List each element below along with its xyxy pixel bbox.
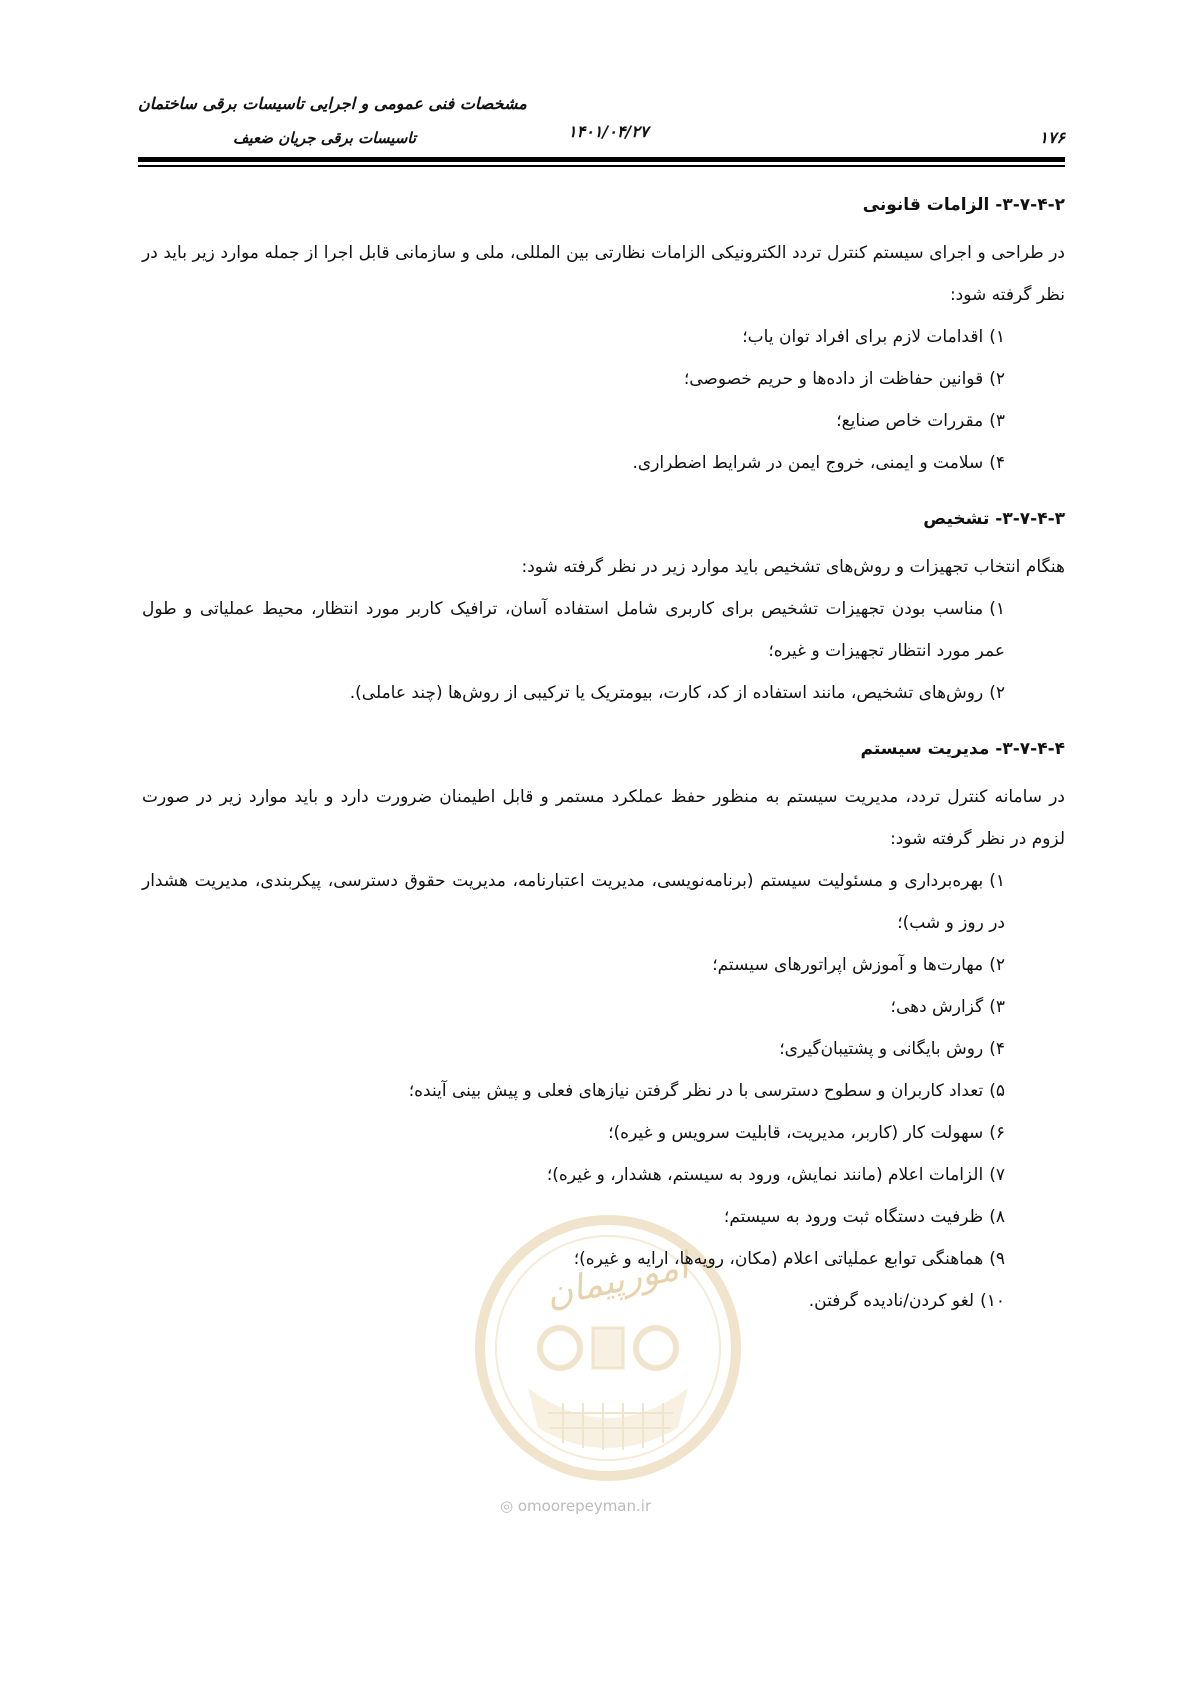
list-item-number: ۵) — [989, 1081, 1005, 1101]
page-content — [142, 190, 1065, 1342]
watermark-name: امورپیمان — [542, 1245, 693, 1316]
section-intro: در طراحی و اجرای سیستم کنترل تردد الکترونیکی الزامات نظارتی بین المللی، ملی و سازمانی قابل اجرا از جمله موارد زیر باید در نظر گرفته شود: — [142, 243, 1065, 305]
list-item-text: روش‌های تشخیص، مانند استفاده از کد، کارت، بیومتریک یا ترکیبی از روش‌ها (چند عاملی). — [349, 683, 984, 703]
list-item-text: ظرفیت دستگاه ثبت ورود به سیستم؛ — [723, 1207, 984, 1227]
section-legal-requirements — [142, 190, 1065, 484]
header-title: مشخصات فنی عمومی و اجرایی تاسیسات برقی ساختمان — [138, 94, 527, 113]
list-item-number: ۶) — [989, 1123, 1005, 1143]
header-subtitle: تاسیسات برقی جریان ضعیف — [233, 129, 417, 147]
list-item — [142, 986, 1005, 1028]
list-item-number: ۱) — [989, 327, 1005, 347]
list-item — [142, 1238, 1005, 1280]
list-item-number: ۸) — [989, 1207, 1005, 1227]
list-item-number: ۱) — [989, 871, 1005, 891]
list-item-text: هماهنگی توابع عملیاتی اعلام (مکان، رویه‌ها، ارایه و غیره)؛ — [573, 1249, 984, 1269]
list-item-number: ۲) — [989, 369, 1005, 389]
list-item-number: ۱) — [989, 599, 1005, 619]
list-item — [142, 316, 1005, 358]
header-date: ۱۴۰۱/۰۴/۲۷ — [568, 122, 649, 141]
list-item — [142, 400, 1005, 442]
section-intro: در سامانه کنترل تردد، مدیریت سیستم به منظور حفظ عملکرد مستمر و قابل اطیمنان ضرورت دارد و باید موارد زیر در صورت لزوم در نظر گرفته شود: — [142, 787, 1065, 849]
list-item-text: بهره‌برداری و مسئولیت سیستم (برنامه‌نویسی، مدیریت اعتبارنامه، مدیریت حقوق دسترسی، پیکربندی، مدیریت هشدار در روز و شب)؛ — [142, 871, 1005, 933]
globe-icon: ◎ — [500, 1497, 518, 1515]
list-item — [142, 588, 1005, 672]
list-item — [142, 1070, 1005, 1112]
watermark-url-text: omoorepeyman.ir — [517, 1497, 652, 1515]
list-item — [142, 1154, 1005, 1196]
list-item — [142, 1196, 1005, 1238]
header-rule-thick — [138, 157, 1065, 162]
section-heading: ۳-۷-۴-۴- مدیریت سیستم — [860, 739, 1065, 759]
list-item-text: الزامات اعلام (مانند نمایش، ورود به سیستم، هشدار، و غیره)؛ — [546, 1165, 984, 1185]
section-intro: هنگام انتخاب تجهیزات و روش‌های تشخیص باید موارد زیر در نظر گرفته شود: — [521, 557, 1065, 577]
list-item — [142, 672, 1005, 714]
section-heading: ۳-۷-۴-۳- تشخیص — [923, 509, 1065, 529]
list-item-number: ۱۰) — [980, 1291, 1005, 1311]
list-item-text: اقدامات لازم برای افراد توان یاب؛ — [742, 327, 984, 347]
list-item-text: تعداد کاربران و سطوح دسترسی با در نظر گرفتن نیازهای فعلی و پیش بینی آینده؛ — [408, 1081, 984, 1101]
list-item-number: ۳) — [989, 997, 1005, 1017]
list-item-text: روش بایگانی و پشتیبان‌گیری؛ — [779, 1039, 984, 1059]
list-item-text: لغو کردن/نادیده گرفتن. — [808, 1291, 975, 1311]
list-item-number: ۲) — [989, 683, 1005, 703]
section-heading: ۳-۷-۴-۲- الزامات قانونی — [862, 195, 1065, 215]
list-item — [142, 1028, 1005, 1070]
list-item-text: مقررات خاص صنایع؛ — [836, 411, 984, 431]
section-system-management — [142, 734, 1065, 1322]
list-item-number: ۹) — [989, 1249, 1005, 1269]
list-item-number: ۲) — [989, 955, 1005, 975]
list-item-number: ۷) — [989, 1165, 1005, 1185]
list-item-text: مهارت‌ها و آموزش اپراتورهای سیستم؛ — [712, 955, 984, 975]
list-item-text: قوانین حفاظت از داده‌ها و حریم خصوصی؛ — [683, 369, 984, 389]
list-item-number: ۴) — [989, 1039, 1005, 1059]
list-item — [142, 1112, 1005, 1154]
list-item — [142, 1280, 1005, 1322]
list-item-text: سهولت کار (کاربر، مدیریت، قابلیت سرویس و غیره)؛ — [608, 1123, 984, 1143]
list-item — [142, 442, 1005, 484]
list-item-text: سلامت و ایمنی، خروج ایمن در شرایط اضطراری. — [632, 453, 984, 473]
page-number: ۱۷۶ — [1039, 128, 1065, 147]
list-item-number: ۳) — [989, 411, 1005, 431]
list-item — [142, 358, 1005, 400]
list-item-text: مناسب بودن تجهیزات تشخیص برای کاربری شامل استفاده آسان، ترافیک کاربر مورد انتظار، محیط عملیاتی و طول عمر مورد انتظار تجهیزات و غیره؛ — [142, 599, 1005, 661]
section-identification — [142, 504, 1065, 714]
list-item — [142, 860, 1005, 944]
header-rule-thin — [138, 165, 1065, 167]
list-item — [142, 944, 1005, 986]
watermark-url — [500, 1497, 651, 1515]
list-item-text: گزارش دهی؛ — [890, 997, 984, 1017]
list-item-number: ۴) — [989, 453, 1005, 473]
